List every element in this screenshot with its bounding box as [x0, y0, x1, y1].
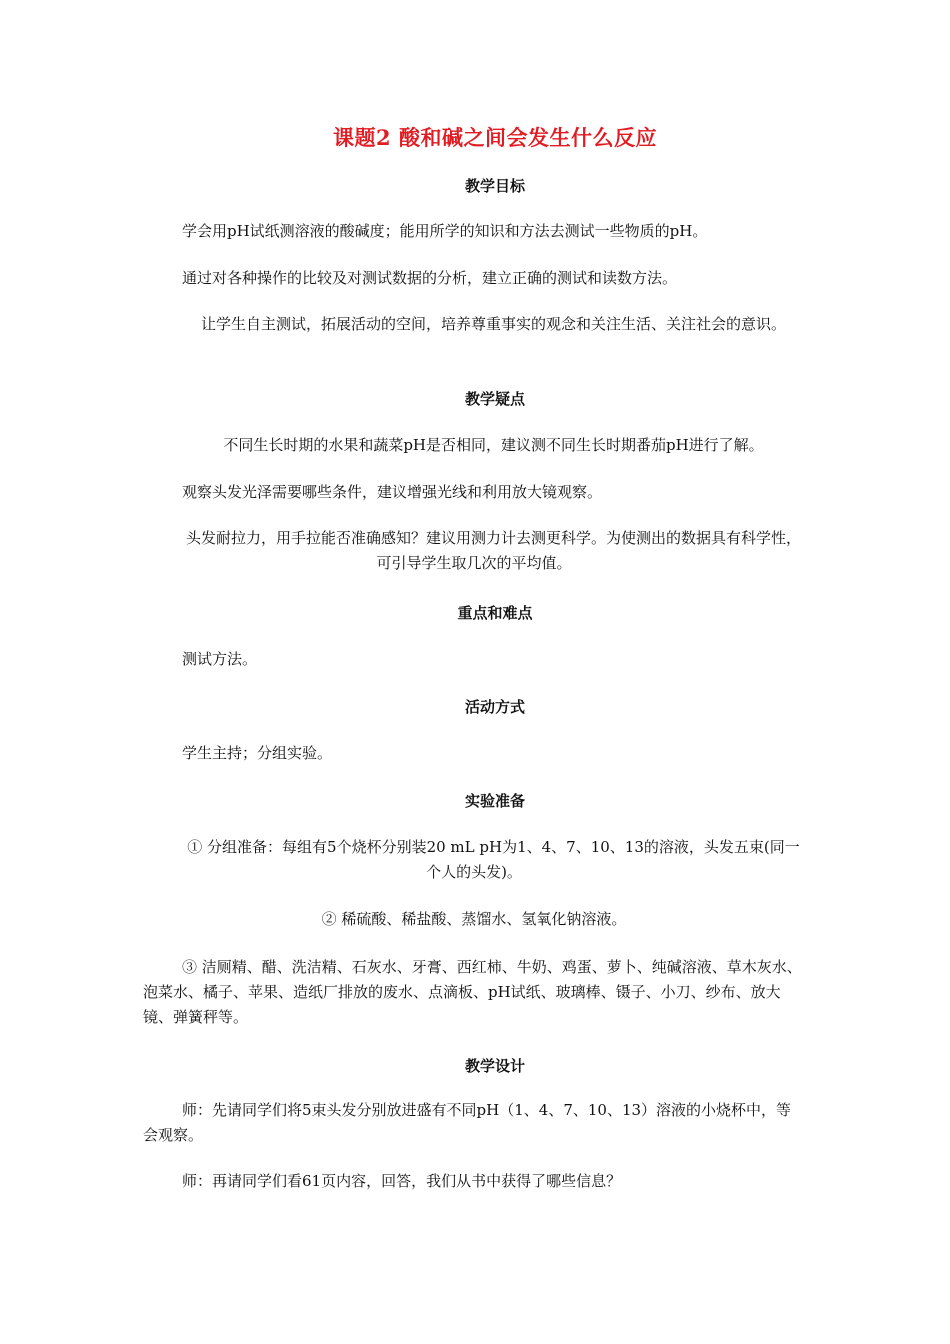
- heading-doubts: 教学疑点: [464, 390, 525, 408]
- doubts-paragraph-3: 头发耐拉力，用手拉能否准确感知？建议用测力计去测更科学。为使测出的数据具有科学性，可引导学生取几次的平均值。: [185, 529, 801, 572]
- prep-paragraph-3: ③ 洁厕精、醋、洗洁精、石灰水、牙膏、西红柿、牛奶、鸡蛋、萝卜、纯碱溶液、草木灰水、泡菜水、橘子、苹果、造纸厂排放的废水、点滴板、pH试纸、玻璃棒、镊子、小刀、纱布、放大镜、弹簧秤等。: [143, 958, 802, 1026]
- goals-paragraph-2: 通过对各种操作的比较及对测试数据的分析，建立正确的测试和读数方法。: [182, 269, 678, 287]
- design-paragraph-2: 师：再请同学们看61页内容，回答，我们从书中获得了哪些信息？: [182, 1172, 622, 1190]
- design-paragraph-1: 师：先请同学们将5束头发分别放进盛有不同pH（1、4、7、10、13）溶液的小烧杯中，等会观察。: [143, 1101, 792, 1144]
- heading-focus: 重点和难点: [457, 604, 533, 622]
- heading-prep: 实验准备: [464, 792, 525, 810]
- heading-design: 教学设计: [464, 1057, 525, 1075]
- prep-paragraph-2: ② 稀硫酸、稀盐酸、蒸馏水、氢氧化钠溶液。: [321, 910, 627, 928]
- focus-paragraph-1: 测试方法。: [182, 650, 258, 668]
- document-title: 课题2 酸和碱之间会发生什么反应: [333, 125, 657, 150]
- heading-activity: 活动方式: [464, 698, 525, 716]
- heading-goals: 教学目标: [464, 177, 525, 195]
- doubts-paragraph-1: 不同生长时期的水果和蔬菜pH是否相同，建议测不同生长时期番茄pH进行了解。: [223, 436, 764, 454]
- doubts-paragraph-2: 观察头发光泽需要哪些条件，建议增强光线和利用放大镜观察。: [182, 483, 603, 501]
- prep-paragraph-1: ① 分组准备：每组有5个烧杯分别装20 mL pH为1、4、7、10、13的溶液，头发五束(同一个人的头发)。: [187, 838, 800, 881]
- goals-paragraph-3: 让学生自主测试，拓展活动的空间，培养尊重事实的观念和关注生活、关注社会的意识。: [200, 315, 786, 333]
- activity-paragraph-1: 学生主持；分组实验。: [182, 744, 333, 762]
- goals-paragraph-1: 学会用pH试纸测溶液的酸碱度；能用所学的知识和方法去测试一些物质的pH。: [182, 222, 708, 240]
